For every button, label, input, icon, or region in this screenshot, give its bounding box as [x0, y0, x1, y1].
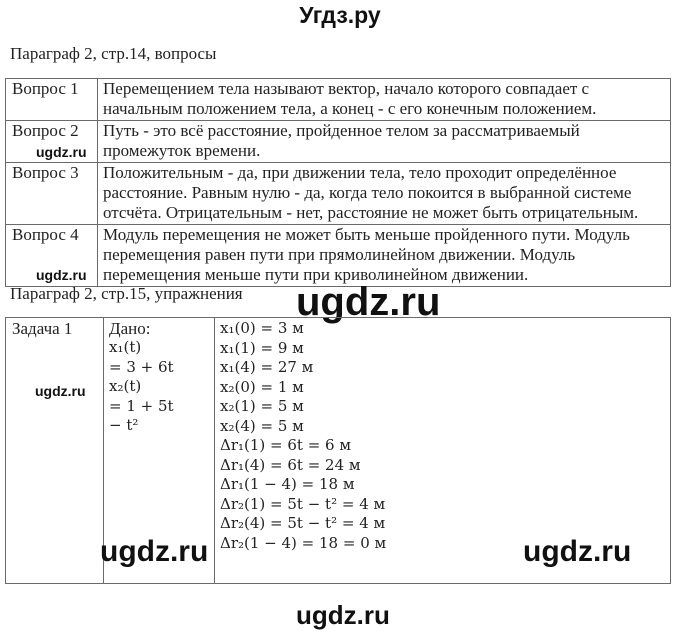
- task-label-cell: [6, 318, 104, 584]
- solution-line: x₂(0) = 1 м: [220, 377, 304, 396]
- given-line: − t²: [109, 416, 139, 434]
- solution-line: x₁(1) = 9 м: [220, 338, 304, 357]
- solution-line: x₂(4) = 5 м: [220, 416, 304, 435]
- answer-line: отсчёта. Отрицательным - нет, расстояние не может быть отрицательным.: [103, 203, 639, 222]
- answer-line: Модуль перемещения не может быть меньше пройденного пути. Модуль: [103, 225, 630, 244]
- section-heading-exercises: Параграф 2, стр.15, упражнения: [10, 284, 243, 303]
- watermark-large: ugdz.ru: [296, 600, 390, 630]
- watermark-large: ugdz.ru: [100, 535, 209, 568]
- watermark-large: ugdz.ru: [296, 280, 441, 324]
- answer-cell: [98, 225, 671, 287]
- solution-line: Δr₂(4) = 5t − t² = 4 м: [220, 514, 386, 532]
- answer-line: начальным положением тела, а конец - с его конечным положением.: [103, 99, 597, 118]
- given-title: Дано:: [109, 319, 151, 338]
- solution-line: x₁(4) = 27 м: [220, 358, 314, 376]
- question-label: Вопрос 2 ugdz.ru: [6, 121, 98, 163]
- section-heading-questions: Параграф 2, стр.14, вопросы: [10, 44, 217, 63]
- answer-line: промежуток времени.: [103, 141, 261, 160]
- watermark: ugdz.ru: [36, 144, 87, 160]
- watermark: ugdz.ru: [36, 267, 87, 283]
- solution-line: Δr₁(1 − 4) = 18 м: [220, 475, 355, 493]
- given-line: x₁(t): [109, 338, 142, 356]
- table-row: [6, 121, 671, 163]
- answer-line: Перемещением тела называют вектор, начало которого совпадает с: [103, 79, 590, 98]
- answer-line: Путь - это всё расстояние, пройденное телом за рассматриваемый: [103, 121, 580, 140]
- answer-line: расстояние. Равным нулю - да, когда тело покоится в выбранной системе: [103, 183, 632, 202]
- questions-table: [5, 78, 671, 287]
- question-label: Вопрос 4 ugdz.ru: [6, 225, 98, 287]
- watermark: ugdz.ru: [35, 383, 86, 399]
- site-title: Угдз.ру: [299, 2, 381, 28]
- task-label: Задача 1: [12, 319, 73, 338]
- watermark-large: ugdz.ru: [523, 535, 632, 568]
- given-line: x₂(t): [109, 377, 142, 395]
- solution-line: Δr₂(1 − 4) = 18 = 0 м: [220, 533, 387, 552]
- solution-line: Δr₁(1) = 6t = 6 м: [220, 436, 352, 454]
- answer-cell: [98, 121, 671, 163]
- table-row: [6, 163, 671, 225]
- solution-line: Δr₂(1) = 5t − t² = 4 м: [220, 494, 386, 513]
- answer-line: перемещения равен пути при прямолинейном движении. Модуль: [103, 245, 576, 264]
- table-row: [6, 225, 671, 287]
- solution-line: x₁(0) = 3 м: [220, 319, 304, 337]
- solution-line: x₂(1) = 5 м: [220, 397, 304, 415]
- question-label: Вопрос 1: [6, 79, 98, 121]
- answer-cell: [98, 163, 671, 225]
- answer-line: Положительным - да, при движении тела, тело проходит определённое: [103, 163, 617, 182]
- given-line: = 3 + 6t: [109, 357, 174, 376]
- answer-line: перемещения меньше пути при криволинейном движении.: [103, 265, 529, 284]
- table-row: [6, 79, 671, 121]
- given-line: = 1 + 5t: [109, 396, 174, 415]
- solution-line: Δr₁(4) = 6t = 24 м: [220, 455, 361, 474]
- answer-cell: [98, 79, 671, 121]
- question-label: Вопрос 3: [6, 163, 98, 225]
